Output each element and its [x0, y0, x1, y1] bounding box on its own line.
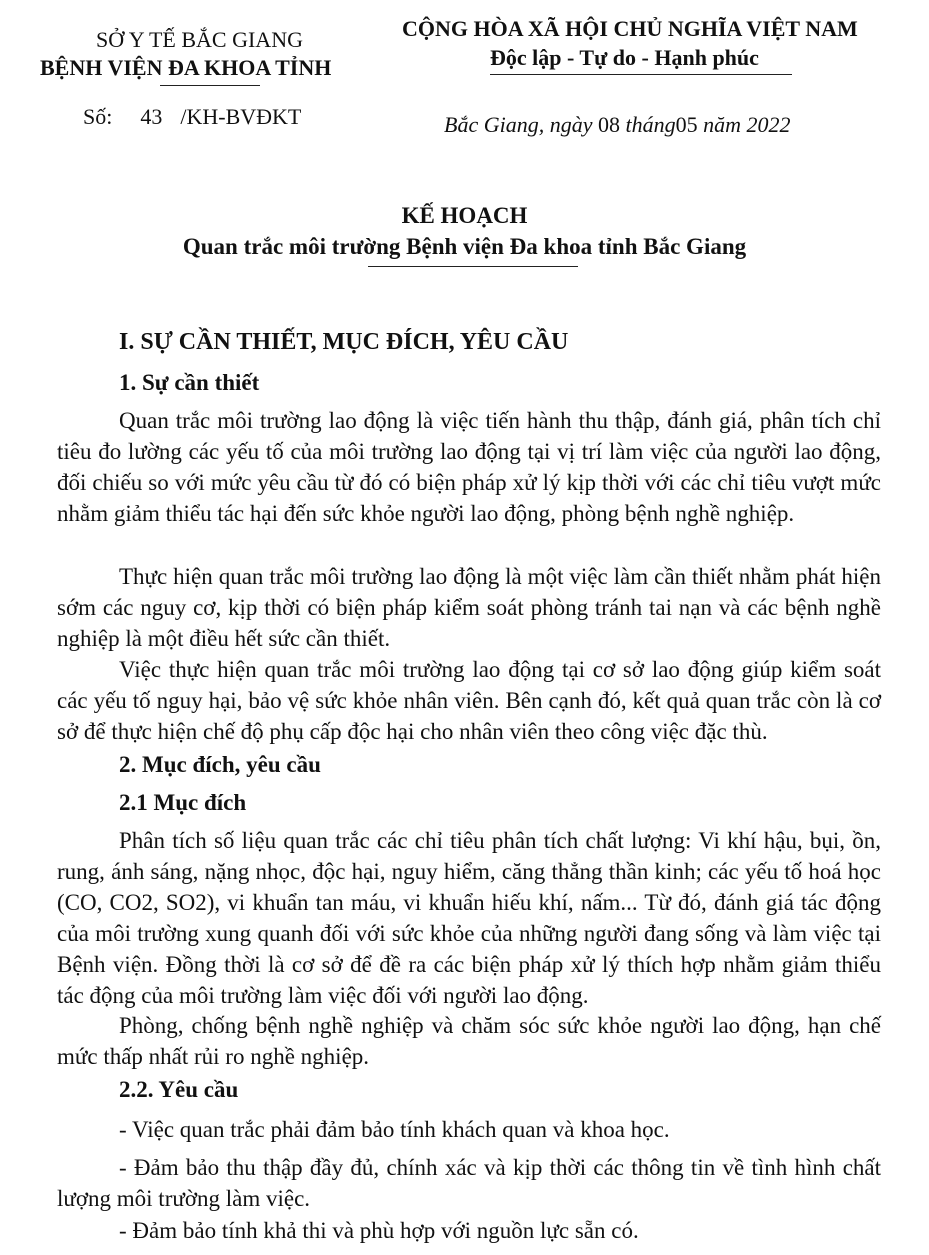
requirement-item-1: - Việc quan trắc phải đảm bảo tính khách quan và khoa học.	[119, 1117, 670, 1142]
paragraph-necessity-3: Việc thực hiện quan trắc môi trường lao động tại cơ sở lao động giúp kiểm soát các yếu tố nguy hại, bảo vệ sức khỏe nhân viên. Bên cạnh đó, kết quả quan trắc còn là cơ sở để thực hiện chế độ phụ cấp độc hại cho nhân viên theo công việc đặc thù.	[57, 657, 881, 744]
title-underline	[368, 266, 578, 267]
date-year: năm 2022	[703, 112, 791, 137]
national-motto: Độc lập - Tự do - Hạnh phúc	[490, 45, 759, 70]
paragraph-necessity-1: Quan trắc môi trường lao động là việc tiến hành thu thập, đánh giá, phân tích chỉ tiêu đo lường các yếu tố của môi trường lao động tại vị trí làm việc của người lao động, đối chiếu so với mức yêu cầu từ đó có biện pháp xử lý kịp thời với các chỉ tiêu vượt mức nhằm giảm thiểu tác hại đến sức khỏe người lao động, phòng bệnh nghề nghiệp.	[57, 408, 881, 526]
date-place: Bắc Giang, ngày	[444, 112, 593, 137]
doc-number-label: Số:	[83, 104, 113, 129]
subsection-heading-purpose-requirements: 2. Mục đích, yêu cầu	[119, 752, 321, 777]
paragraph-purpose-1: Phân tích số liệu quan trắc các chỉ tiêu phân tích chất lượng: Vi khí hậu, bụi, ồn, rung, ánh sáng, nặng nhọc, độc hại, nguy hiểm, căng thẳng thần kinh; các yếu tố hoá học (CO, CO2, SO2), vi khuẩn tan máu, vi khuẩn hiếu khí, nấm... Từ đó, đánh giá tác động của môi trường xung quanh đối với sức khỏe của những người đang sống và làm việc tại Bệnh viện. Đồng thời là cơ sở để đề ra các biện pháp xử lý thích hợp nhằm giảm thiểu tác động của môi trường làm việc đối với người lao động.	[57, 828, 881, 1008]
paragraph-purpose-2: Phòng, chống bệnh nghề nghiệp và chăm sóc sức khỏe người lao động, hạn chế mức thấp nhất rủi ro nghề nghiệp.	[57, 1013, 881, 1069]
requirement-item-2: - Đảm bảo thu thập đầy đủ, chính xác và kịp thời các thông tin về tình hình chất lượng môi trường làm việc.	[57, 1155, 881, 1211]
subsection-heading-necessity: 1. Sự cần thiết	[119, 370, 260, 395]
hospital-name: BỆNH VIỆN ĐA KHOA TỈNH	[40, 55, 332, 80]
subsection-heading-requirements: 2.2. Yêu cầu	[119, 1077, 239, 1102]
motto-underline	[490, 74, 792, 75]
document-date	[444, 112, 790, 138]
document-subtitle: Quan trắc môi trường Bệnh viện Đa khoa tỉnh Bắc Giang	[182, 234, 747, 259]
department-name: SỞ Y TẾ BẮC GIANG	[96, 27, 303, 52]
date-month-label: tháng	[625, 112, 676, 137]
paragraph-necessity-2: Thực hiện quan trắc môi trường lao động là một việc làm cần thiết nhằm phát hiện sớm các nguy cơ, kịp thời có biện pháp kiểm soát phòng tránh tai nạn và các bệnh nghề nghiệp là một điều hết sức cần thiết.	[57, 564, 881, 651]
date-day: 08	[597, 112, 620, 137]
document-title: KẾ HOẠCH	[401, 203, 528, 228]
subsection-heading-purpose: 2.1 Mục đích	[119, 790, 247, 815]
doc-code: /KH-BVĐKT	[180, 104, 302, 129]
document-number	[83, 104, 301, 130]
doc-number-value: 43	[140, 104, 163, 129]
hospital-underline	[160, 85, 260, 86]
section-heading-1: I. SỰ CẦN THIẾT, MỤC ĐÍCH, YÊU CẦU	[119, 329, 569, 355]
country-name: CỘNG HÒA XÃ HỘI CHỦ NGHĨA VIỆT NAM	[402, 16, 858, 41]
date-month: 05	[675, 112, 698, 137]
requirement-item-3: - Đảm bảo tính khả thi và phù hợp với nguồn lực sẵn có.	[119, 1218, 639, 1243]
